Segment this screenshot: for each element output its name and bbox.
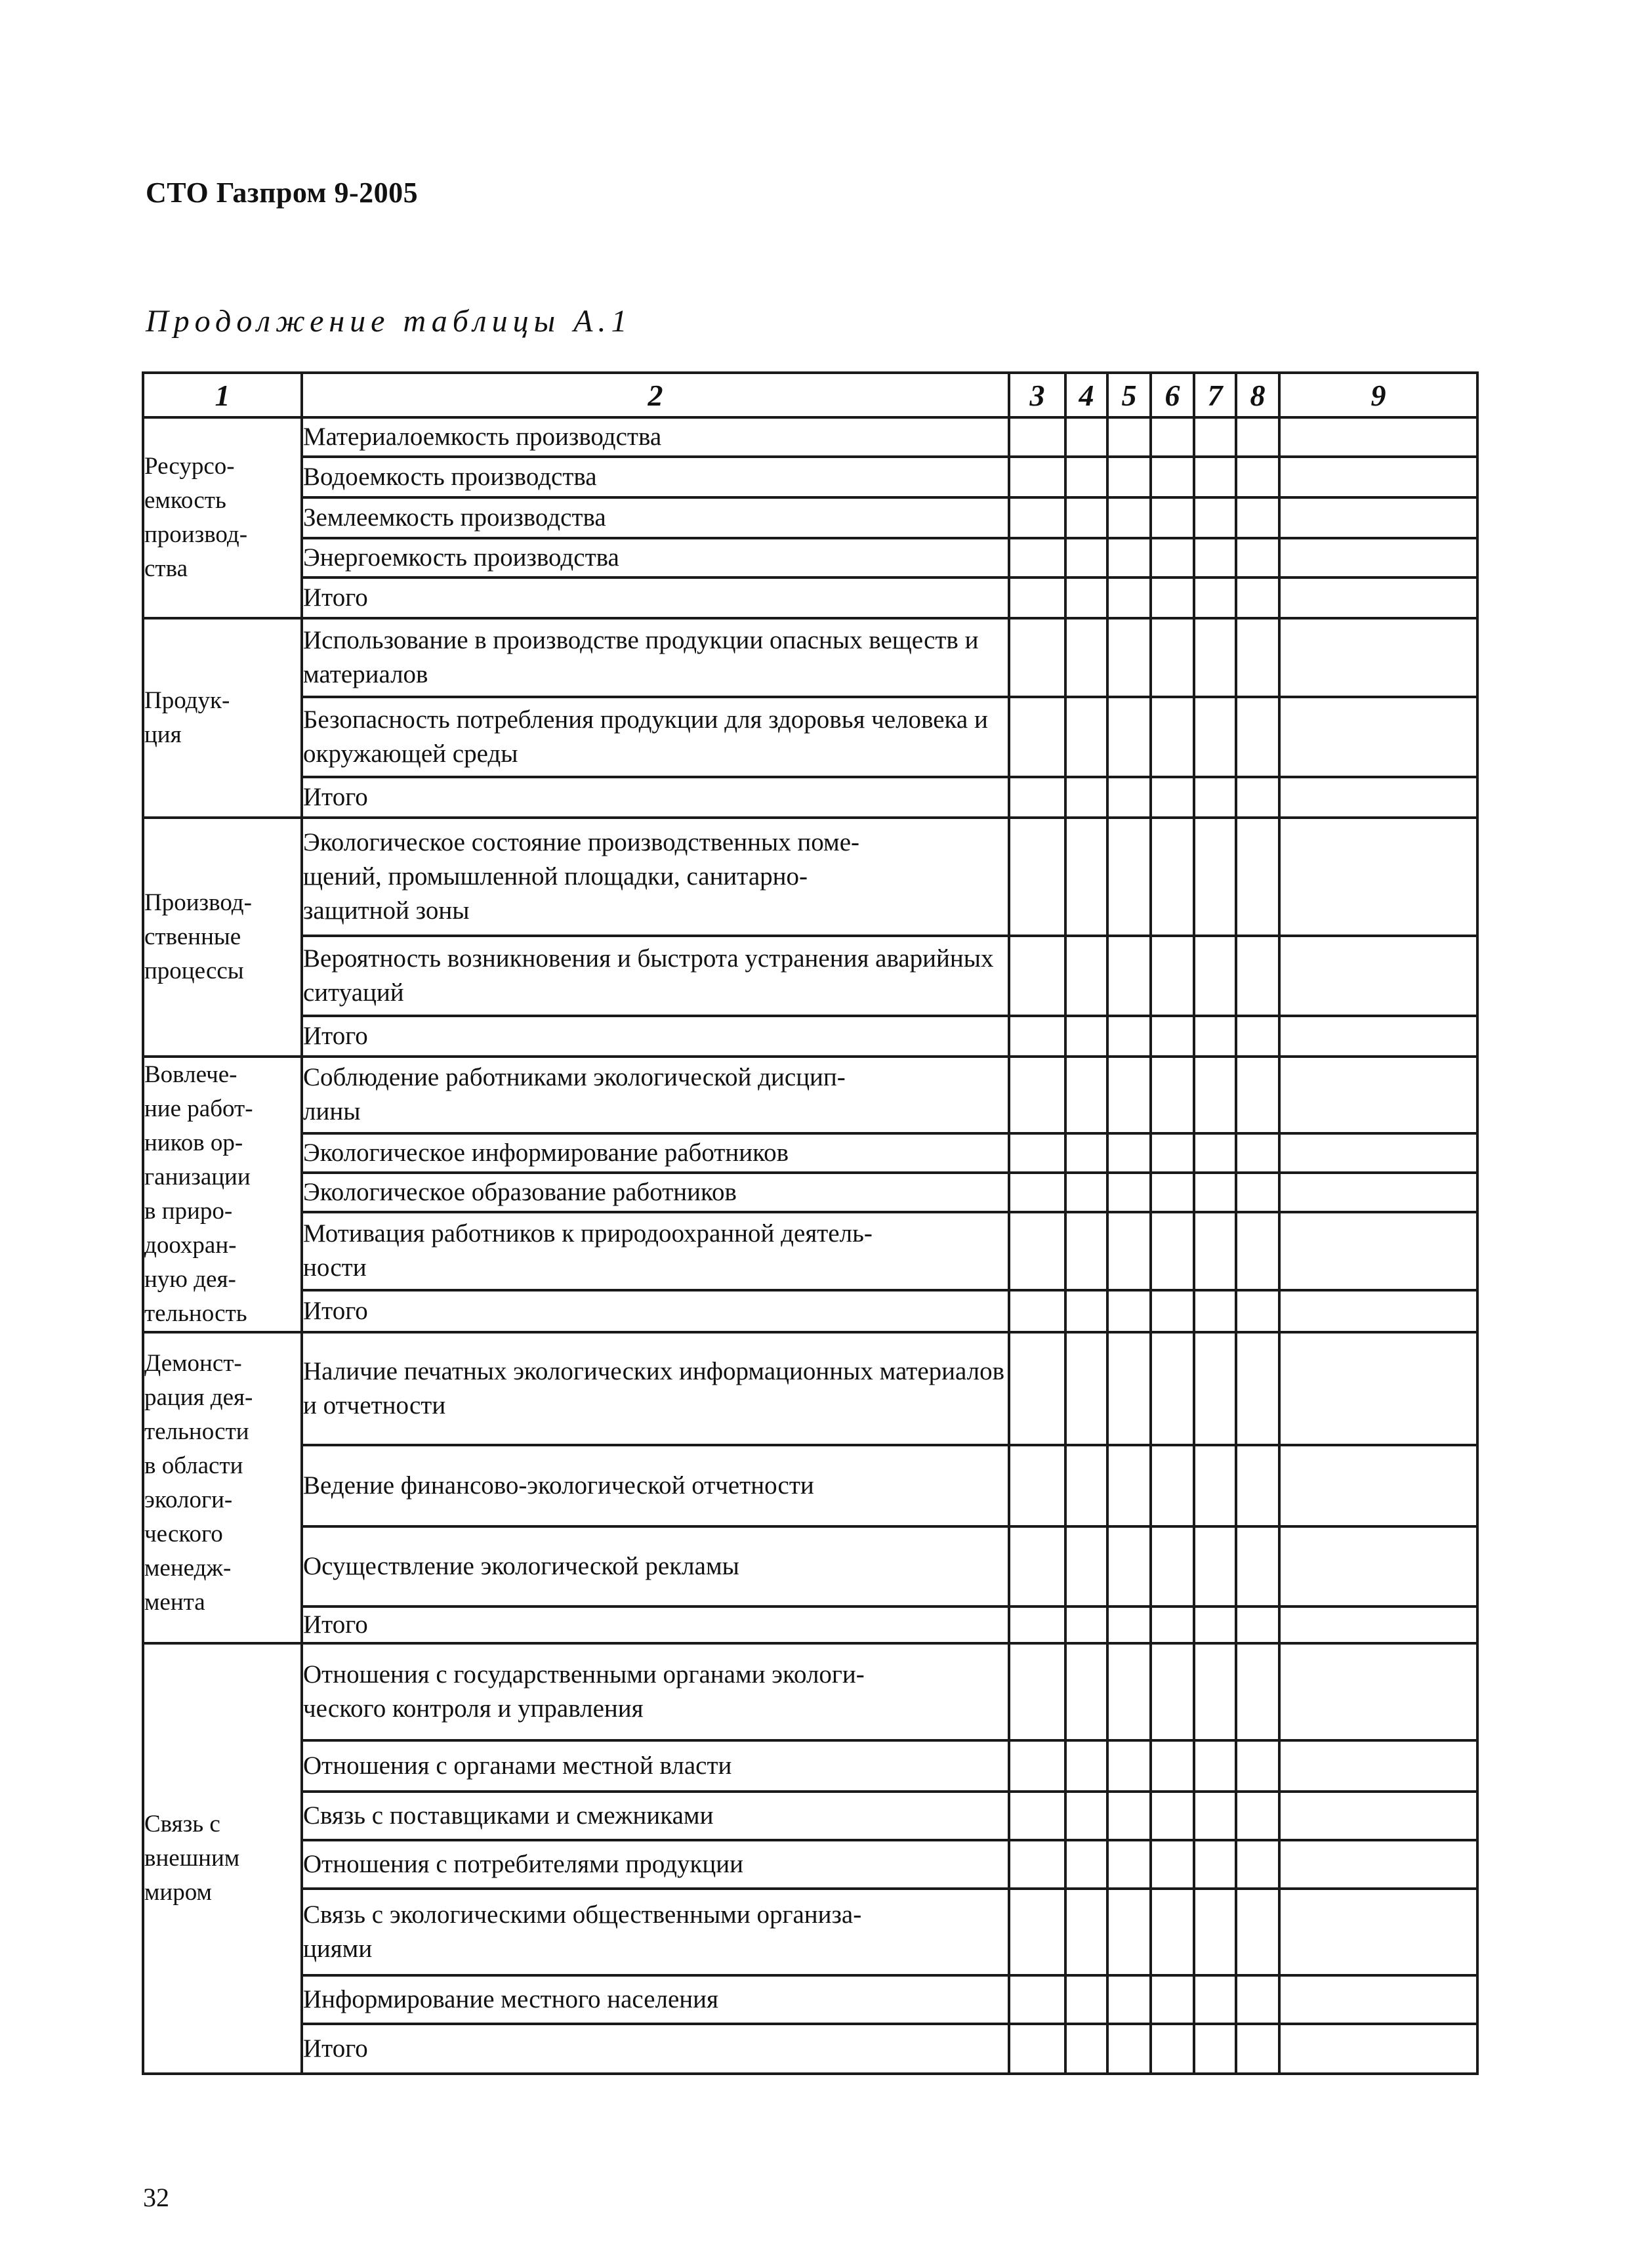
score-cell xyxy=(1194,777,1236,818)
score-cell xyxy=(1194,1133,1236,1173)
table-row xyxy=(143,1740,1477,1792)
score-cell xyxy=(1107,618,1151,697)
score-cell xyxy=(1151,1332,1194,1445)
score-cell xyxy=(1009,2024,1065,2074)
score-cell xyxy=(1279,1212,1477,1290)
score-cell xyxy=(1194,697,1236,777)
score-cell xyxy=(1151,1840,1194,1889)
assessment-table xyxy=(142,371,1479,2075)
score-cell xyxy=(1009,538,1065,578)
score-cell xyxy=(1279,1290,1477,1332)
score-cell xyxy=(1107,1792,1151,1840)
group-label: Ресурсо- емкость производ- ства xyxy=(143,417,302,618)
table-row xyxy=(143,1889,1477,1975)
score-cell xyxy=(1009,1290,1065,1332)
score-cell xyxy=(1151,538,1194,578)
score-cell xyxy=(1236,1889,1279,1975)
score-cell xyxy=(1279,1173,1477,1212)
score-cell xyxy=(1236,497,1279,538)
score-cell xyxy=(1065,1332,1107,1445)
score-cell xyxy=(1236,1643,1279,1740)
score-cell xyxy=(1009,1212,1065,1290)
score-cell xyxy=(1065,2024,1107,2074)
score-cell xyxy=(1009,417,1065,457)
indicator-label: Связь с экологическими общественными организа- циями xyxy=(302,1889,1009,1975)
score-cell xyxy=(1236,1332,1279,1445)
score-cell xyxy=(1009,1445,1065,1526)
score-cell xyxy=(1236,417,1279,457)
column-header: 7 xyxy=(1194,373,1236,417)
score-cell xyxy=(1065,417,1107,457)
table-row xyxy=(143,697,1477,777)
table-row xyxy=(143,457,1477,497)
score-cell xyxy=(1107,1133,1151,1173)
indicator-label: Связь с поставщиками и смежниками xyxy=(302,1792,1009,1840)
score-cell xyxy=(1236,457,1279,497)
score-cell xyxy=(1236,1740,1279,1792)
column-header: 2 xyxy=(302,373,1009,417)
score-cell xyxy=(1279,1057,1477,1133)
score-cell xyxy=(1279,2024,1477,2074)
score-cell xyxy=(1065,1975,1107,2024)
score-cell xyxy=(1236,1606,1279,1643)
score-cell xyxy=(1107,1016,1151,1057)
score-cell xyxy=(1194,1445,1236,1526)
score-cell xyxy=(1065,1792,1107,1840)
score-cell xyxy=(1194,417,1236,457)
table-row xyxy=(143,1290,1477,1332)
score-cell xyxy=(1065,1173,1107,1212)
score-cell xyxy=(1107,2024,1151,2074)
score-cell xyxy=(1151,1290,1194,1332)
table-row xyxy=(143,1173,1477,1212)
table-row xyxy=(143,1332,1477,1445)
score-cell xyxy=(1065,1445,1107,1526)
score-cell xyxy=(1009,697,1065,777)
score-cell xyxy=(1236,1133,1279,1173)
score-cell xyxy=(1151,497,1194,538)
indicator-label: Информирование местного населения xyxy=(302,1975,1009,2024)
score-cell xyxy=(1065,538,1107,578)
score-cell xyxy=(1236,1290,1279,1332)
score-cell xyxy=(1151,2024,1194,2074)
score-cell xyxy=(1279,936,1477,1016)
table-row xyxy=(143,1445,1477,1526)
score-cell xyxy=(1107,936,1151,1016)
score-cell xyxy=(1194,1057,1236,1133)
score-cell xyxy=(1009,1173,1065,1212)
score-cell xyxy=(1107,777,1151,818)
score-cell xyxy=(1107,1445,1151,1526)
group-label: Вовлече- ние работ- ников ор- ганизации в приро- доохран- ную дея- тельность xyxy=(143,1057,302,1332)
group-label: Производ- ственные процессы xyxy=(143,818,302,1057)
score-cell xyxy=(1236,618,1279,697)
score-cell xyxy=(1151,1740,1194,1792)
indicator-label: Вероятность возникновения и быстрота устранения аварийных ситуаций xyxy=(302,936,1009,1016)
score-cell xyxy=(1009,1643,1065,1740)
score-cell xyxy=(1194,1740,1236,1792)
score-cell xyxy=(1151,1643,1194,1740)
table-caption: Продолжение таблицы А.1 xyxy=(146,304,632,339)
score-cell xyxy=(1194,1975,1236,2024)
score-cell xyxy=(1151,777,1194,818)
column-header: 3 xyxy=(1009,373,1065,417)
indicator-label: Итого xyxy=(302,1016,1009,1057)
score-cell xyxy=(1065,697,1107,777)
score-cell xyxy=(1151,618,1194,697)
score-cell xyxy=(1107,1840,1151,1889)
table-row xyxy=(143,497,1477,538)
score-cell xyxy=(1279,618,1477,697)
indicator-label: Наличие печатных экологических информационных материалов и отчетности xyxy=(302,1332,1009,1445)
score-cell xyxy=(1151,457,1194,497)
score-cell xyxy=(1279,697,1477,777)
score-cell xyxy=(1236,538,1279,578)
score-cell xyxy=(1194,1840,1236,1889)
score-cell xyxy=(1236,777,1279,818)
column-header: 9 xyxy=(1279,373,1477,417)
score-cell xyxy=(1279,1606,1477,1643)
indicator-label: Экологическое образование работников xyxy=(302,1173,1009,1212)
score-cell xyxy=(1151,697,1194,777)
score-cell xyxy=(1194,1290,1236,1332)
score-cell xyxy=(1107,1173,1151,1212)
score-cell xyxy=(1194,1526,1236,1606)
column-header: 4 xyxy=(1065,373,1107,417)
score-cell xyxy=(1279,1643,1477,1740)
score-cell xyxy=(1279,497,1477,538)
score-cell xyxy=(1065,578,1107,618)
indicator-label: Соблюдение работниками экологической дисцип- лины xyxy=(302,1057,1009,1133)
score-cell xyxy=(1009,1889,1065,1975)
score-cell xyxy=(1009,818,1065,936)
score-cell xyxy=(1194,1016,1236,1057)
indicator-label: Землеемкость производства xyxy=(302,497,1009,538)
table-row xyxy=(143,1133,1477,1173)
score-cell xyxy=(1065,1133,1107,1173)
score-cell xyxy=(1009,457,1065,497)
score-cell xyxy=(1279,1445,1477,1526)
score-cell xyxy=(1151,1057,1194,1133)
indicator-label: Безопасность потребления продукции для здоровья человека и окружающей среды xyxy=(302,697,1009,777)
score-cell xyxy=(1279,1526,1477,1606)
score-cell xyxy=(1065,1606,1107,1643)
score-cell xyxy=(1151,1445,1194,1526)
indicator-label: Ведение финансово-экологической отчетности xyxy=(302,1445,1009,1526)
score-cell xyxy=(1107,1212,1151,1290)
table-row xyxy=(143,1016,1477,1057)
score-cell xyxy=(1236,1212,1279,1290)
score-cell xyxy=(1107,497,1151,538)
score-cell xyxy=(1065,818,1107,936)
score-cell xyxy=(1194,457,1236,497)
score-cell xyxy=(1009,1606,1065,1643)
indicator-label: Итого xyxy=(302,578,1009,618)
score-cell xyxy=(1194,578,1236,618)
indicator-label: Итого xyxy=(302,2024,1009,2074)
score-cell xyxy=(1009,1740,1065,1792)
table-row xyxy=(143,818,1477,936)
score-cell xyxy=(1009,497,1065,538)
score-cell xyxy=(1151,578,1194,618)
indicator-label: Энергоемкость производства xyxy=(302,538,1009,578)
indicator-label: Осуществление экологической рекламы xyxy=(302,1526,1009,1606)
score-cell xyxy=(1065,497,1107,538)
score-cell xyxy=(1279,1840,1477,1889)
score-cell xyxy=(1279,818,1477,936)
score-cell xyxy=(1151,818,1194,936)
indicator-label: Итого xyxy=(302,1290,1009,1332)
header-row xyxy=(143,373,1477,417)
score-cell xyxy=(1151,1173,1194,1212)
indicator-label: Экологическое информирование работников xyxy=(302,1133,1009,1173)
column-header: 6 xyxy=(1151,373,1194,417)
score-cell xyxy=(1194,497,1236,538)
score-cell xyxy=(1151,936,1194,1016)
table-row xyxy=(143,538,1477,578)
score-cell xyxy=(1107,538,1151,578)
score-cell xyxy=(1009,1792,1065,1840)
score-cell xyxy=(1236,1057,1279,1133)
score-cell xyxy=(1236,1016,1279,1057)
score-cell xyxy=(1009,777,1065,818)
table-row xyxy=(143,1975,1477,2024)
score-cell xyxy=(1279,578,1477,618)
score-cell xyxy=(1065,618,1107,697)
score-cell xyxy=(1065,1016,1107,1057)
score-cell xyxy=(1279,1133,1477,1173)
score-cell xyxy=(1194,538,1236,578)
document-code: СТО Газпром 9-2005 xyxy=(146,177,419,209)
score-cell xyxy=(1236,818,1279,936)
score-cell xyxy=(1107,1889,1151,1975)
score-cell xyxy=(1194,818,1236,936)
table-row xyxy=(143,1526,1477,1606)
score-cell xyxy=(1065,1290,1107,1332)
score-cell xyxy=(1107,1606,1151,1643)
score-cell xyxy=(1194,618,1236,697)
score-cell xyxy=(1279,1332,1477,1445)
score-cell xyxy=(1279,538,1477,578)
score-cell xyxy=(1151,1975,1194,2024)
score-cell xyxy=(1194,1606,1236,1643)
column-header: 1 xyxy=(143,373,302,417)
score-cell xyxy=(1236,1445,1279,1526)
score-cell xyxy=(1236,1792,1279,1840)
group-label: Связь с внешним миром xyxy=(143,1643,302,2074)
score-cell xyxy=(1009,936,1065,1016)
score-cell xyxy=(1151,1889,1194,1975)
column-header: 5 xyxy=(1107,373,1151,417)
score-cell xyxy=(1194,1332,1236,1445)
table-row xyxy=(143,1606,1477,1643)
indicator-label: Водоемкость производства xyxy=(302,457,1009,497)
score-cell xyxy=(1009,1016,1065,1057)
score-cell xyxy=(1107,1332,1151,1445)
score-cell xyxy=(1107,457,1151,497)
table-row xyxy=(143,417,1477,457)
indicator-label: Итого xyxy=(302,1606,1009,1643)
score-cell xyxy=(1151,1606,1194,1643)
table-row xyxy=(143,777,1477,818)
score-cell xyxy=(1194,1889,1236,1975)
score-cell xyxy=(1009,1332,1065,1445)
score-cell xyxy=(1065,777,1107,818)
indicator-label: Материалоемкость производства xyxy=(302,417,1009,457)
table-row xyxy=(143,1840,1477,1889)
score-cell xyxy=(1107,697,1151,777)
indicator-label: Мотивация работников к природоохранной деятель- ности xyxy=(302,1212,1009,1290)
score-cell xyxy=(1194,1173,1236,1212)
table-row xyxy=(143,936,1477,1016)
group-label: Демонст- рация дея- тельности в области экологи- ческого менедж- мента xyxy=(143,1332,302,1643)
score-cell xyxy=(1107,1975,1151,2024)
column-header: 8 xyxy=(1236,373,1279,417)
score-cell xyxy=(1194,1643,1236,1740)
score-cell xyxy=(1236,1526,1279,1606)
score-cell xyxy=(1236,936,1279,1016)
score-cell xyxy=(1279,417,1477,457)
score-cell xyxy=(1009,1057,1065,1133)
table-row xyxy=(143,2024,1477,2074)
score-cell xyxy=(1009,578,1065,618)
indicator-label: Итого xyxy=(302,777,1009,818)
score-cell xyxy=(1107,1057,1151,1133)
score-cell xyxy=(1009,1840,1065,1889)
score-cell xyxy=(1065,1057,1107,1133)
score-cell xyxy=(1236,578,1279,618)
score-cell xyxy=(1151,1792,1194,1840)
score-cell xyxy=(1194,936,1236,1016)
score-cell xyxy=(1151,1212,1194,1290)
indicator-label: Экологическое состояние производственных поме- щений, промышленной площадки, санитарно- защитной зоны xyxy=(302,818,1009,936)
score-cell xyxy=(1151,1133,1194,1173)
score-cell xyxy=(1065,1526,1107,1606)
score-cell xyxy=(1065,1889,1107,1975)
score-cell xyxy=(1065,1740,1107,1792)
score-cell xyxy=(1107,1526,1151,1606)
score-cell xyxy=(1107,578,1151,618)
score-cell xyxy=(1151,1016,1194,1057)
score-cell xyxy=(1065,1643,1107,1740)
score-cell xyxy=(1151,1526,1194,1606)
table-row xyxy=(143,1057,1477,1133)
score-cell xyxy=(1194,1212,1236,1290)
table-row xyxy=(143,1643,1477,1740)
indicator-label: Отношения с потребителями продукции xyxy=(302,1840,1009,1889)
table-row xyxy=(143,578,1477,618)
score-cell xyxy=(1236,697,1279,777)
score-cell xyxy=(1279,457,1477,497)
score-cell xyxy=(1009,1975,1065,2024)
score-cell xyxy=(1279,1889,1477,1975)
page-number: 32 xyxy=(143,2183,169,2212)
score-cell xyxy=(1065,457,1107,497)
score-cell xyxy=(1279,1740,1477,1792)
indicator-label: Отношения с органами местной власти xyxy=(302,1740,1009,1792)
table-row xyxy=(143,618,1477,697)
score-cell xyxy=(1107,1290,1151,1332)
score-cell xyxy=(1279,1792,1477,1840)
score-cell xyxy=(1236,1173,1279,1212)
score-cell xyxy=(1107,417,1151,457)
score-cell xyxy=(1236,2024,1279,2074)
score-cell xyxy=(1279,1975,1477,2024)
score-cell xyxy=(1065,1212,1107,1290)
score-cell xyxy=(1009,618,1065,697)
score-cell xyxy=(1279,1016,1477,1057)
score-cell xyxy=(1009,1526,1065,1606)
score-cell xyxy=(1151,417,1194,457)
score-cell xyxy=(1107,1740,1151,1792)
indicator-label: Отношения с государственными органами экологи- ческого контроля и управления xyxy=(302,1643,1009,1740)
table-row xyxy=(143,1212,1477,1290)
score-cell xyxy=(1194,1792,1236,1840)
score-cell xyxy=(1065,1840,1107,1889)
score-cell xyxy=(1107,818,1151,936)
table-row xyxy=(143,1792,1477,1840)
score-cell xyxy=(1236,1975,1279,2024)
indicator-label: Использование в производстве продукции опасных веществ и материалов xyxy=(302,618,1009,697)
score-cell xyxy=(1009,1133,1065,1173)
score-cell xyxy=(1236,1840,1279,1889)
group-label: Продук- ция xyxy=(143,618,302,818)
score-cell xyxy=(1107,1643,1151,1740)
score-cell xyxy=(1279,777,1477,818)
score-cell xyxy=(1065,936,1107,1016)
score-cell xyxy=(1194,2024,1236,2074)
